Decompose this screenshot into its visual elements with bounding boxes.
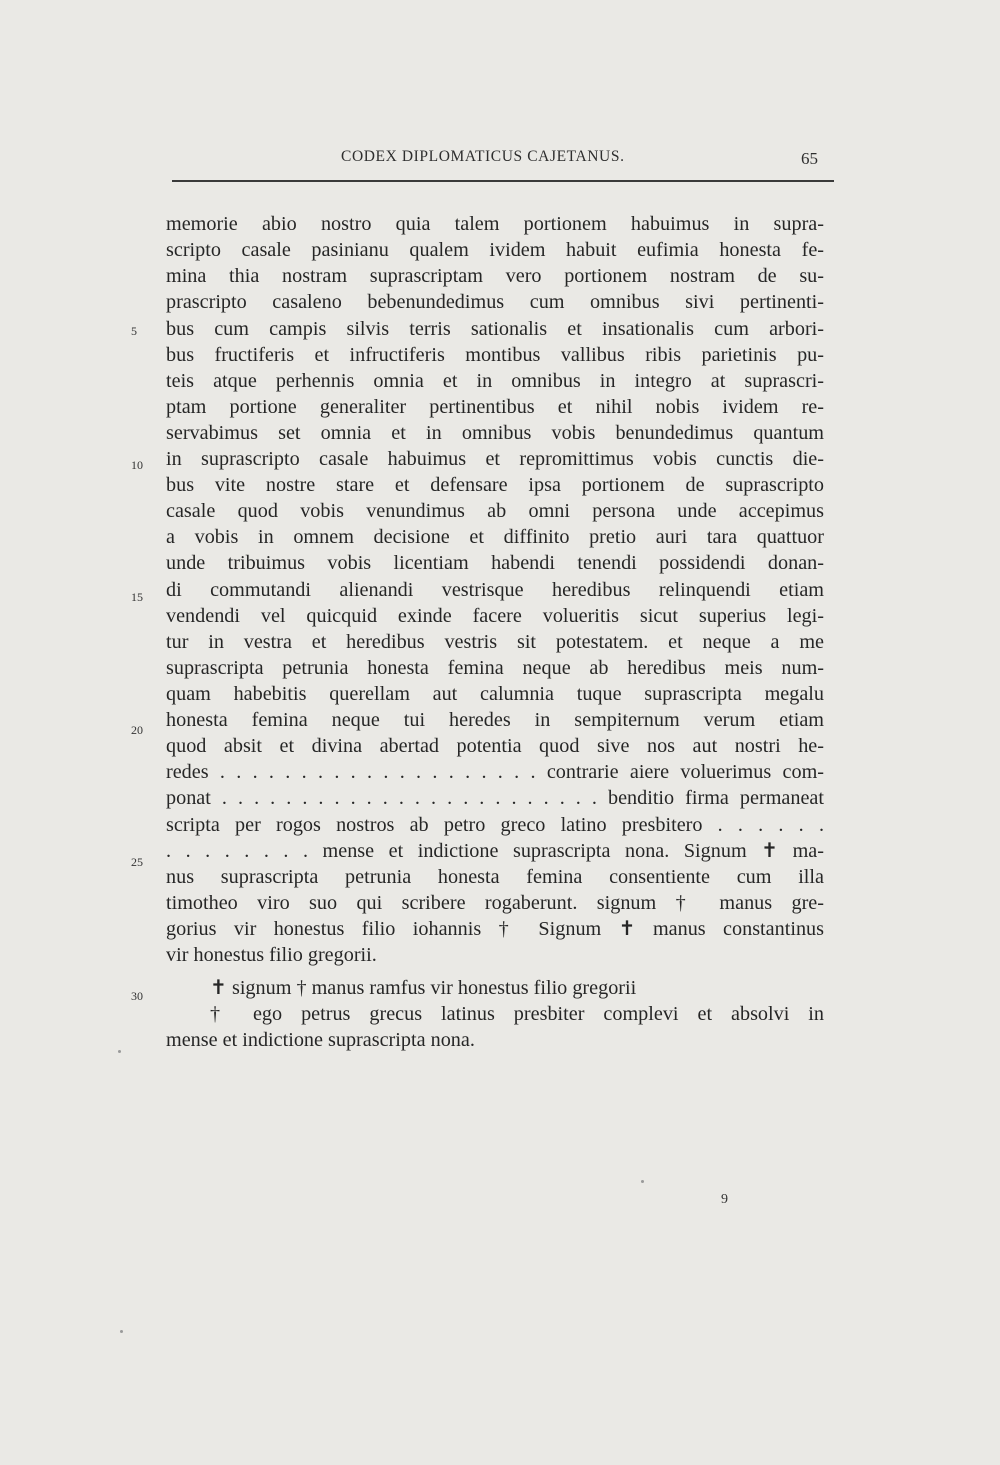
signature-mark: 9 — [721, 1192, 728, 1207]
text-line: mense et indictione suprascripta nona. — [166, 1029, 475, 1051]
header-rule — [172, 180, 834, 182]
line-number: 30 — [131, 989, 143, 1003]
line-number: 25 — [131, 855, 143, 869]
text-line: a vobis in omnem decisione et diffinito pretio auri tara quattuor — [166, 526, 824, 548]
line-number: 5 — [131, 324, 137, 338]
text-line: unde tribuimus vobis licentiam habendi tenendi possidendi donan- — [166, 552, 824, 574]
line-number: 15 — [131, 590, 143, 604]
text-line: redes . . . . . . . . . . . . . . . . . . . . contrarie aiere voluerimus com- — [166, 761, 824, 783]
line-number: 10 — [131, 458, 143, 472]
text-line: memorie abio nostro quia talem portionem habuimus in supra- — [166, 213, 824, 235]
text-line: timotheo viro suo qui scribere rogaberunt. signum † manus gre- — [166, 892, 824, 914]
text-line: † ego petrus grecus latinus presbiter complevi et absolvi in — [210, 1003, 824, 1025]
text-line: quam habebitis querellam aut calumnia tuque suprascripta megalu — [166, 683, 824, 705]
text-line: nus suprascripta petrunia honesta femina consentiente cum illa — [166, 866, 824, 888]
text-line: tur in vestra et heredibus vestris sit potestatem. et neque a me — [166, 631, 824, 653]
paper-speck — [120, 1330, 123, 1333]
text-line: gorius vir honestus filio iohannis † Signum ✝ manus constantinus — [166, 918, 824, 940]
text-line: servabimus set omnia et in omnibus vobis benundedimus quantum — [166, 422, 824, 444]
running-title: CODEX DIPLOMATICUS CAJETANUS. — [341, 148, 625, 165]
paper-speck — [118, 1050, 121, 1053]
text-line: bus vite nostre stare et defensare ipsa portionem de suprascripto — [166, 474, 824, 496]
text-line: suprascripta petrunia honesta femina neque ab heredibus meis num- — [166, 657, 824, 679]
text-line: mina thia nostram suprascriptam vero portionem nostram de su- — [166, 265, 824, 287]
text-line: teis atque perhennis omnia et in omnibus in integro at suprascri- — [166, 370, 824, 392]
text-line: prascripto casaleno bebenundedimus cum omnibus sivi pertinenti- — [166, 291, 824, 313]
text-line: quod absit et divina abertad potentia quod sive nos aut nostri he- — [166, 735, 824, 757]
paper-speck — [641, 1180, 644, 1183]
text-line: vir honestus filio gregorii. — [166, 944, 377, 966]
line-number: 20 — [131, 723, 143, 737]
text-line: ponat . . . . . . . . . . . . . . . . . . . . . . . . benditio firma permaneat — [166, 787, 824, 809]
text-line: vendendi vel quicquid exinde facere volueritis sicut superius legi- — [166, 605, 824, 627]
text-line: ptam portione generaliter pertinentibus et nihil nobis ividem re- — [166, 396, 824, 418]
text-line: . . . . . . . . mense et indictione suprascripta nona. Signum ✝ ma- — [166, 840, 824, 862]
text-line: scripta per rogos nostros ab petro greco latino presbitero . . . . . . — [166, 814, 824, 836]
text-line: di commutandi alienandi vestrisque heredibus relinquendi etiam — [166, 579, 824, 601]
text-line: in suprascripto casale habuimus et repromittimus vobis cunctis die- — [166, 448, 824, 470]
text-line: casale quod vobis venundimus ab omni persona unde accepimus — [166, 500, 824, 522]
text-line: bus cum campis silvis terris sationalis et insationalis cum arbori- — [166, 318, 824, 340]
page-number: 65 — [801, 149, 818, 168]
text-line: ✝ signum † manus ramfus vir honestus filio gregorii — [210, 977, 637, 999]
text-line: scripto casale pasinianu qualem ividem habuit eufimia honesta fe- — [166, 239, 824, 261]
text-line: honesta femina neque tui heredes in sempiternum verum etiam — [166, 709, 824, 731]
text-line: bus fructiferis et infructiferis montibus vallibus ribis parietinis pu- — [166, 344, 824, 366]
